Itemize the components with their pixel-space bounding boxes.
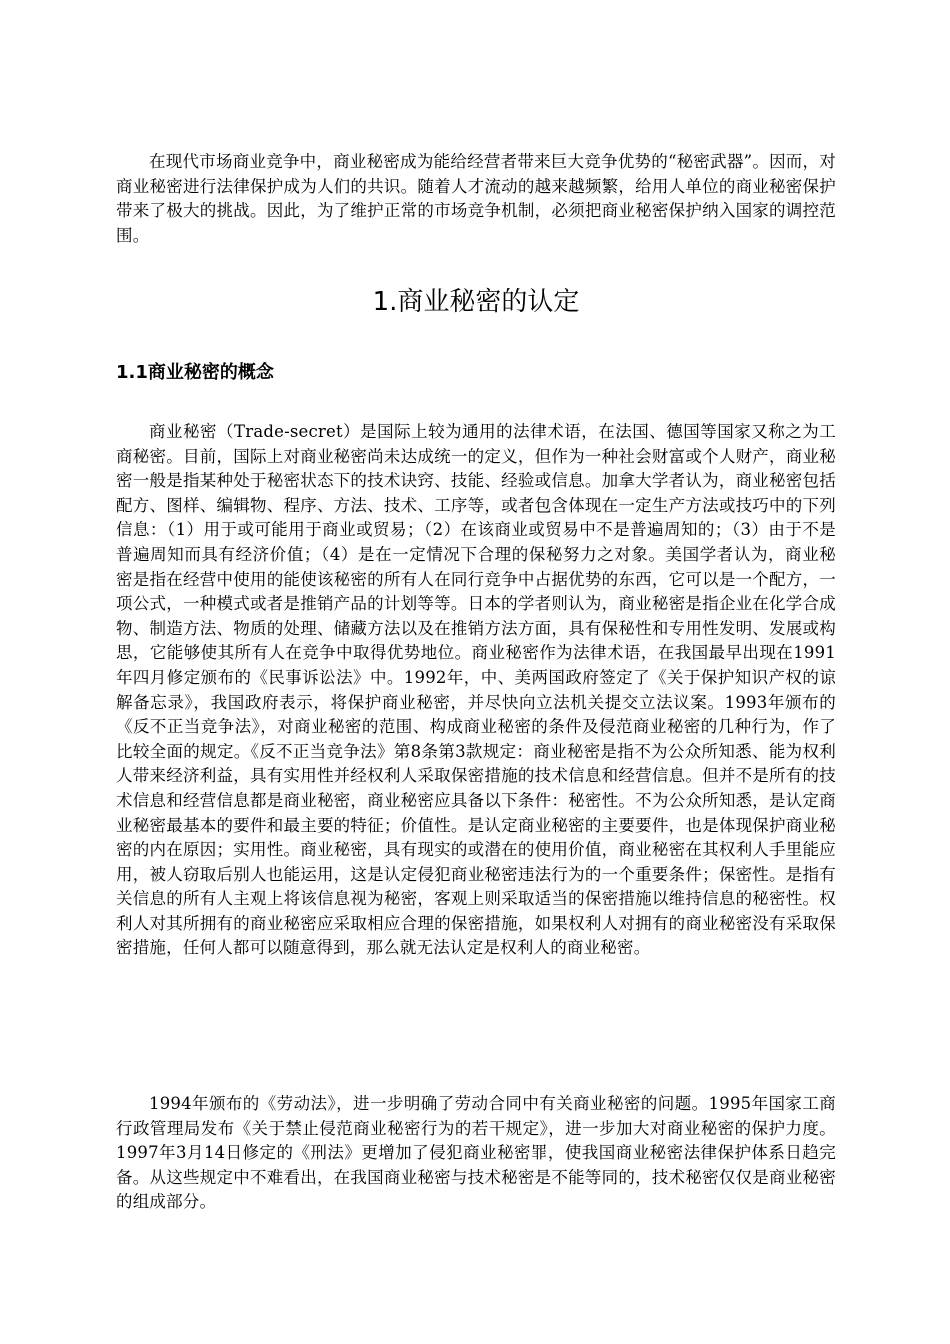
body-paragraph-1: 商业秘密（Trade-secret）是国际上较为通用的法律术语，在法国、德国等国家又称之为工商秘密。目前，国际上对商业秘密尚未达成统一的定义，但作为一种社会财富或个人财产，商业秘密一般是指某种处于秘密状态下的技术诀窍、技能、经验或信息。加拿大学者认为，商业秘密包括配方、图样、编辑物、程序、方法、技术、工序等，或者包含体现在一定生产方法或技巧中的下列信息：（1）用于或可能用于商业或贸易；（2）在该商业或贸易中不是普遍周知的；（3）由于不是普遍周知而具有经济价值；（4）是在一定情况下合理的保秘努力之对象。美国学者认为，商业秘密是指在经营中使用的能使该秘密的所有人在同行竞争中占据优势的东西，它可以是一个配方，一项公式，一种模式或者是推销产品的计划等等。日本的学者则认为，商业秘密是指企业在化学合成物、制造方法、物质的处理、储藏方法以及在推销方法方面，具有保秘性和专用性发明、发展或构思，它能够使其所有人在竞争中取得优势地位。商业秘密作为法律术语，在我国最早出现在1991年四月修定颁布的《民事诉讼法》中。1992年，中、美两国政府签定了《关于保护知识产权的谅解备忘录》，我国政府表示，将保护商业秘密，并尽快向立法机关提交立法议案。1993年颁布的《反不正当竞争法》，对商业秘密的范围、构成商业秘密的条件及侵范商业秘密的几种行为，作了比较全面的规定。《反不正当竞争法》第8条第3款规定：商业秘密是指不为公众所知悉、能为权利人带来经济利益，具有实用性并经权利人采取保密措施的技术信息和经营信息。但并不是所有的技术信息和经营信息都是商业秘密，商业秘密应具备以下条件：秘密性。不为公众所知悉，是认定商业秘密最基本的要件和最主要的特征；价值性。是认定商业秘密的主要要件，也是体现保护商业秘密的内在原因；实用性。商业秘密，具有现实的或潜在的使用价值，商业秘密在其权利人手里能应用，被人窃取后别人也能运用，这是认定侵犯商业秘密违法行为的一个重要条件；保密性。是指有关信息的所有人主观上将该信息视为秘密，客观上则采取适当的保密措施以维持信息的秘密性。权利人对其所拥有的商业秘密应采取相应合理的保密措施，如果权利人对拥有的商业秘密没有采取保密措施，任何人都可以随意得到，那么就无法认定是权利人的商业秘密。 bbox=[116, 422, 836, 958]
section-title: 1.1商业秘密的概念 bbox=[116, 362, 274, 383]
intro-paragraph: 在现代市场商业竞争中，商业秘密成为能给经营者带来巨大竞争优势的“秘密武器”。因而，对商业秘密进行法律保护成为人们的共识。随着人才流动的越来越频繁，给用人单位的商业秘密保护带来了极大的挑战。因此，为了维护正常的市场竞争机制，必须把商业秘密保护纳入国家的调控范围。 bbox=[116, 152, 836, 245]
body-paragraph-2: 1994年颁布的《劳动法》，进一步明确了劳动合同中有关商业秘密的问题。1995年国家工商行政管理局发布《关于禁止侵范商业秘密行为的若干规定》，进一步加大对商业秘密的保护力度。1997年3月14日修定的《刑法》更增加了侵犯商业秘密罪，使我国商业秘密法律保护体系日趋完备。从这些规定中不难看出，在我国商业秘密与技术秘密是不能等同的，技术秘密仅仅是商业秘密的组成部分。 bbox=[116, 1094, 836, 1212]
chapter-title: 1.商业秘密的认定 bbox=[372, 287, 580, 317]
